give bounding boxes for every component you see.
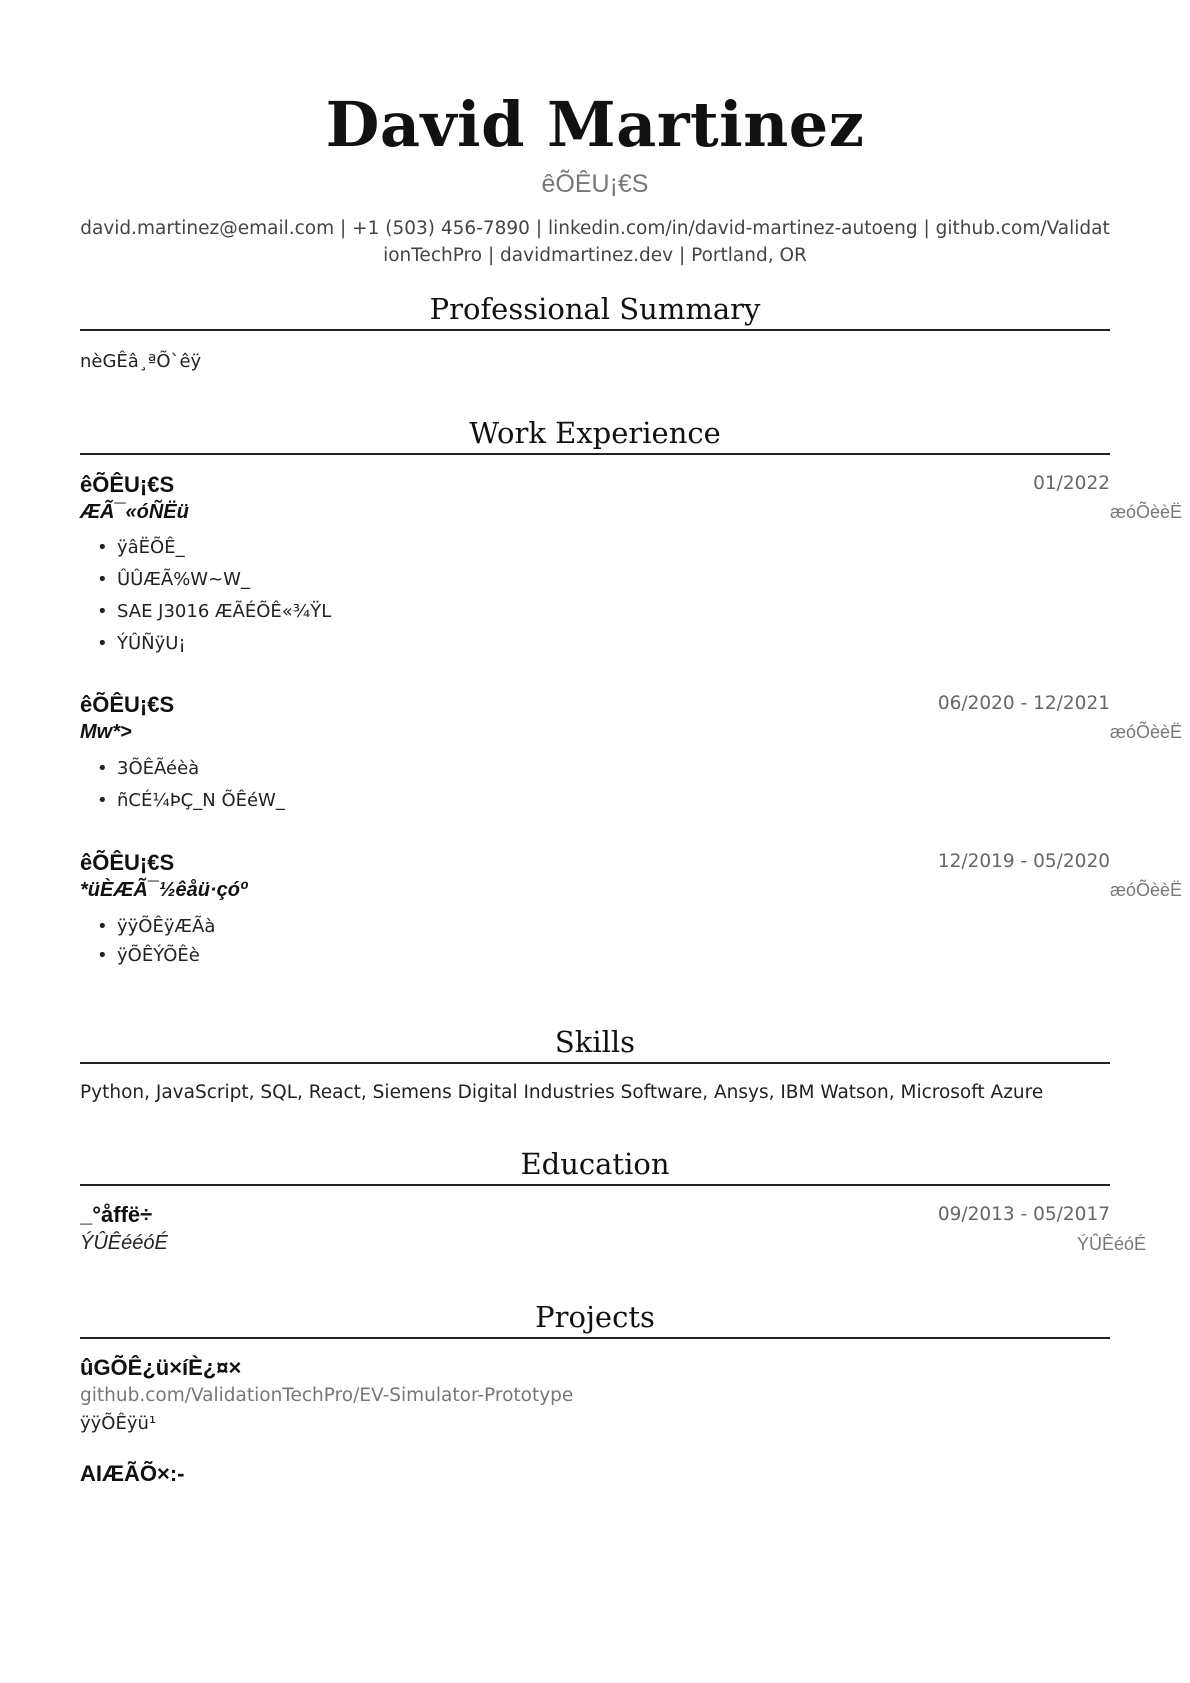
- job-date: 12/2019 - 05/2020: [937, 851, 1110, 872]
- experience-divider: [80, 453, 1110, 455]
- job-location: æóÕèèË: [1110, 722, 1183, 742]
- job-bullet: • ñCÉ¼ÞÇ_N ÕÊéW_: [80, 789, 285, 821]
- job-bullet: • SAE J3016 ÆÃÉÕÊ«¾ŸL: [80, 600, 331, 632]
- education-date: 09/2013 - 05/2017: [937, 1204, 1110, 1225]
- summary-divider: [80, 329, 1110, 331]
- education-divider: [80, 1184, 1110, 1186]
- job-company: *üÈÆÃ¯½êåü·çóº: [80, 879, 248, 901]
- project-title: AIÆÃÕ×:-: [80, 1461, 185, 1486]
- summary-section-title: Professional Summary: [429, 292, 761, 326]
- job-bullet: • ÿÕÊÝÕÊè: [80, 944, 215, 973]
- job-location: æóÕèèË: [1110, 880, 1183, 900]
- job-bullet: • ÿÿÕÊÿÆÃà: [80, 915, 215, 944]
- job-company: Mw*>: [80, 721, 132, 743]
- skills-section-title: Skills: [554, 1025, 636, 1059]
- experience-section-title: Work Experience: [469, 416, 721, 450]
- project-description: ÿÿÕÊÿü¹: [80, 1413, 157, 1434]
- education-school: _°åffë÷: [80, 1202, 153, 1227]
- project-title: ûGÕÊ¿ü×íÈ¿¤×: [80, 1355, 242, 1380]
- job-title: êÕÊU¡€S: [80, 692, 175, 717]
- projects-divider: [80, 1337, 1110, 1339]
- job-bullet: • ÛÛÆÃ%W~W_: [80, 568, 331, 600]
- education-location: ÝÛÊéóÉ: [1076, 1234, 1146, 1254]
- job-company: ÆÃ¯«óÑËü: [80, 501, 189, 523]
- job-title: êÕÊU¡€S: [80, 850, 175, 875]
- job-bullets: [80, 915, 215, 973]
- education-section-title: Education: [520, 1147, 670, 1181]
- job-bullet: • ÿâËÕÊ_: [80, 536, 331, 568]
- job-date: 01/2022: [1033, 473, 1110, 494]
- job-location: æóÕèèË: [1110, 502, 1183, 522]
- education-degree: ÝÛÊééóÉ: [80, 1232, 168, 1254]
- job-title: êÕÊU¡€S: [80, 472, 175, 497]
- job-bullets: [80, 757, 285, 821]
- job-bullet: • ÝÛÑÿU¡: [80, 632, 331, 664]
- contact-line: david.martinez@email.com | +1 (503) 456-7890 | linkedin.com/in/david-martinez-autoeng | github.com/ValidationTechPro | davidmartinez.dev | Portland, OR: [80, 218, 1110, 266]
- projects-section-title: Projects: [535, 1300, 655, 1334]
- job-date: 06/2020 - 12/2021: [937, 693, 1110, 714]
- candidate-name: David Martinez: [325, 88, 865, 161]
- summary-text: nèGÊâ¸ªÕ`êÿ: [80, 351, 202, 372]
- candidate-headline: êÕÊU¡€S: [541, 170, 649, 198]
- job-bullet: • 3ÕÊÃéèà: [80, 757, 285, 789]
- skills-divider: [80, 1062, 1110, 1064]
- job-bullets: [80, 536, 331, 664]
- project-link[interactable]: github.com/ValidationTechPro/EV-Simulator-Prototype: [80, 1385, 574, 1406]
- skills-list: Python, JavaScript, SQL, React, Siemens Digital Industries Software, Ansys, IBM Watson, Microsoft Azure: [80, 1082, 1044, 1103]
